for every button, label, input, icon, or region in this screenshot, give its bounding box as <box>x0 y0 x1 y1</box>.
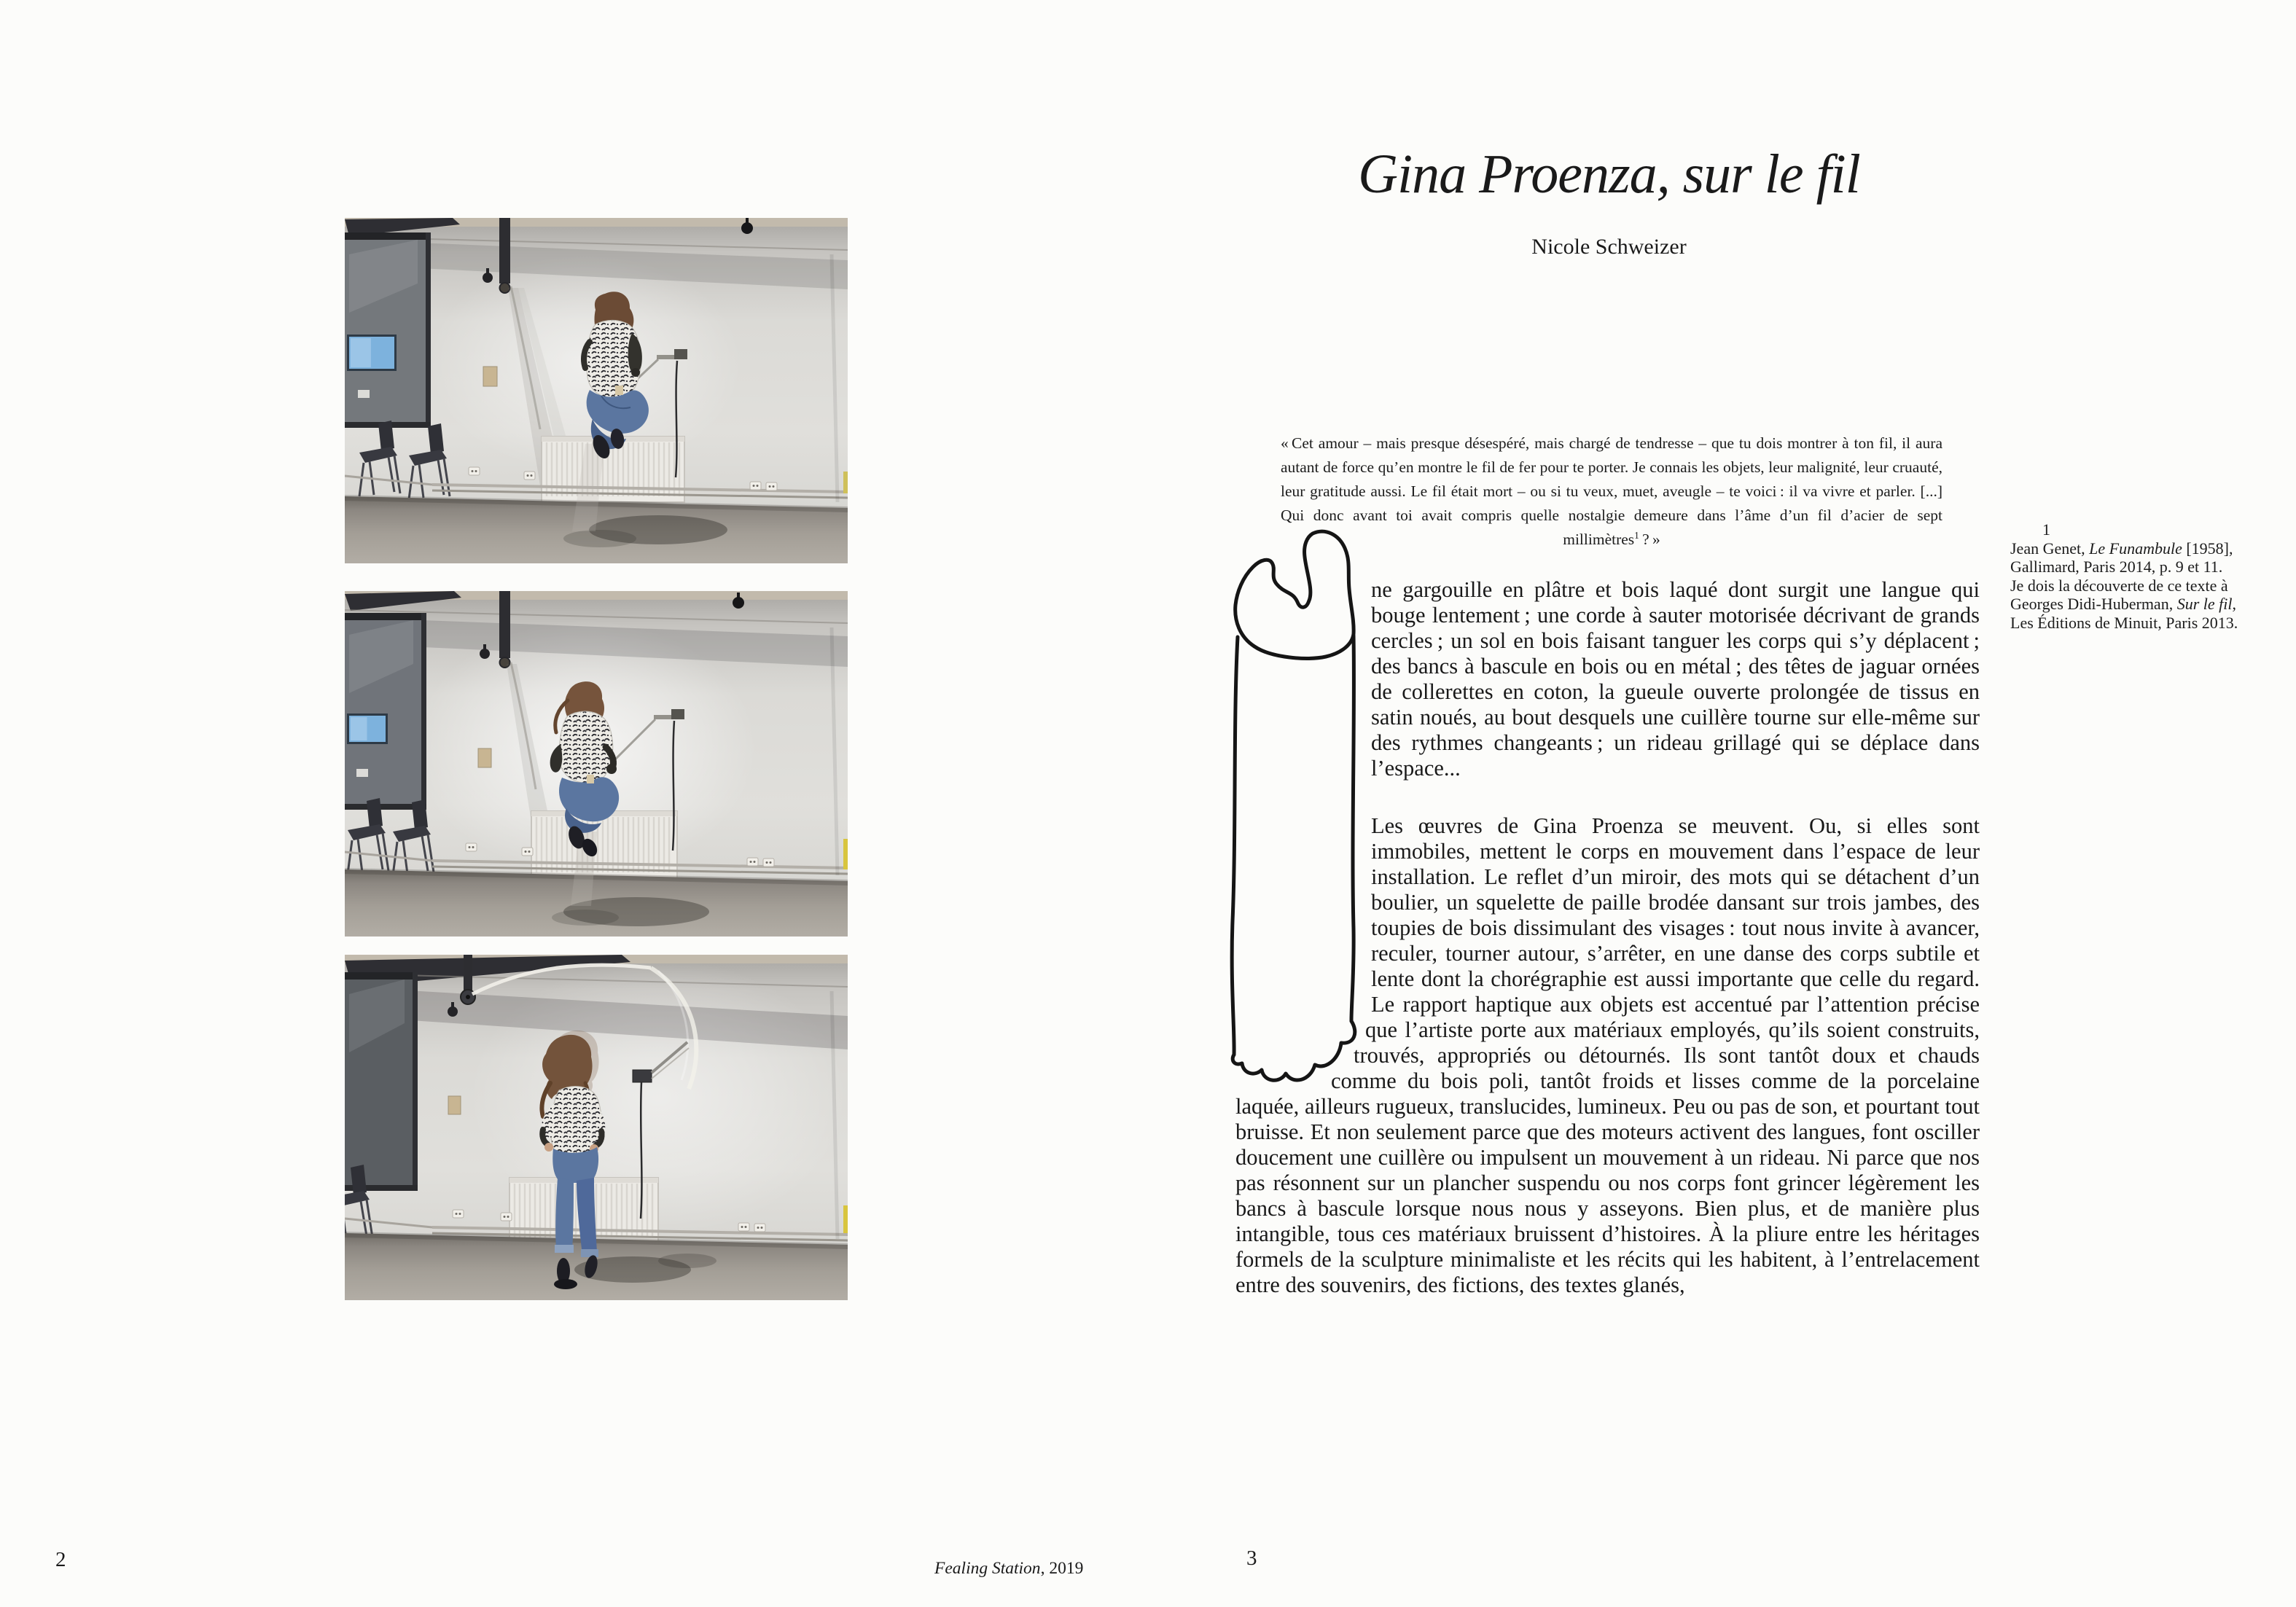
wrap-step-2 <box>1235 1043 1354 1068</box>
folio-page-3: 3 <box>1246 1547 1257 1570</box>
footnote-number: 1 <box>2042 520 2050 539</box>
paragraph-1: ne gargouille en plâtre et bois laqué dont surgit une langue qui bouge lentement ; une corde à sauter motorisée décrivant de grands cercles ; un sol en bois faisant tanguer les corps qui s’y déplacent ; des bancs à bascule en bois ou en métal ; des têtes de jaguar ornées de collerettes en coton, la gueule ouverte prolongée de tissus en satin noués, au bout desquels une cuillère tourne sur elle-même sur des rythmes changeants ; un rideau grillagé qui se déplace dans l’espace... <box>1371 577 1980 781</box>
gallery-photo-svg <box>345 218 848 563</box>
wrap-step-3 <box>1235 1068 1331 1094</box>
footnote-text: [1958], Gallimard, Paris 2014, p. 9 et 11. Je dois la découverte de ce texte à Georges Didi-Huberman, <box>2010 539 2233 613</box>
photo-jump-frame-1 <box>345 218 848 563</box>
gallery-photo-svg <box>345 955 848 1300</box>
quote-text-end: ? » <box>1639 531 1660 548</box>
quote-text: « Cet amour – mais presque désespéré, mais chargé de tendresse – que tu dois montrer à ton fil, il aura autant de force qu’en montre le fil de fer pour te porter. Je connais les objets, leur malignité, leur cruauté, leur gratitude aussi. Le fil était mort – ou si tu veux, muet, aveugle – te voici : il va vivre et parler. [...] Qui donc avant toi avait compris quelle nostalgie demeure dans l’âme d’un fil d’acier de sept millimètres <box>1281 434 1942 548</box>
footnote-text: Jean Genet, <box>2010 539 2090 558</box>
epigraph-quote <box>1281 431 1942 552</box>
page-title: Gina Proenza, sur le fil <box>1358 144 1860 205</box>
gallery-photo-svg <box>345 591 848 937</box>
paragraph-2: Les œuvres de Gina Proenza se meuvent. Ou, si elles sont immobiles, mettent le corps en mouvement dans l’espace de leur installation. Le reflet d’un miroir, des mots qui se détachent d’un boulier, un squelette de paille brodée dansant sur trois jambes, des toupies de bois dissimulant des visages : tout nous invite à avancer, reculer, tourner autour, s’arrêter, en une danse des corps subtile et lente dont la chorégraphie est aussi importante que celle du regard. Le rapport haptique aux objets est accentué par l’attention précise que l’artiste porte aux matériaux employés, qu’ils soient construits, trouvés, appropriés ou détournés. Ils sont tantôt doux et chauds comme du bois poli, tantôt froids et lisses comme de la porcelaine laquée, ailleurs rugueux, translucides, lumineux. Peu ou pas de son, et pourtant tout bruisse. Et non seulement parce que des moteurs activent des langues, font osciller doucement une cuillère ou impulsent un mouvement à un rideau. Ni parce que nos pas résonnent sur un plancher suspendu ou nos corps font grincer légèrement les bancs à bascule lorsque nous nous y asseyons. Bien plus, et de manière plus intangible, tous ces matériaux bruissent d’histoires. À la pliure entre les héritages formels de la sculpture minimaliste et les récits qui les habitent, à l’entrelacement entre des souvenirs, des fictions, des textes glanés, <box>1235 813 1980 1297</box>
caption-year: , 2019 <box>1040 1559 1084 1578</box>
author-name: Nicole Schweizer <box>1531 235 1687 259</box>
footnote-work-title: Le Funambule <box>2089 539 2182 558</box>
body-text <box>1235 577 1980 1298</box>
folio-page-2: 2 <box>55 1548 66 1571</box>
initial-wrap-spacer <box>1235 577 1371 1017</box>
footnote-work-title: Sur le fil <box>2176 595 2233 613</box>
photo-jump-frame-2 <box>345 591 848 937</box>
caption-work-title: Fealing Station <box>934 1559 1041 1578</box>
footnote-text: , Les Éditions de Minuit, Paris 2013. <box>2010 595 2238 632</box>
photo-jump-frame-3 <box>345 955 848 1300</box>
footnote-reference: 1 <box>1634 529 1639 541</box>
wrap-step-1 <box>1235 1017 1365 1043</box>
footnote <box>2010 520 2240 632</box>
photo-caption <box>934 1559 1083 1579</box>
mirror-panel <box>345 613 426 810</box>
mirror-panel <box>345 972 418 1191</box>
mirror-panel <box>345 232 431 428</box>
